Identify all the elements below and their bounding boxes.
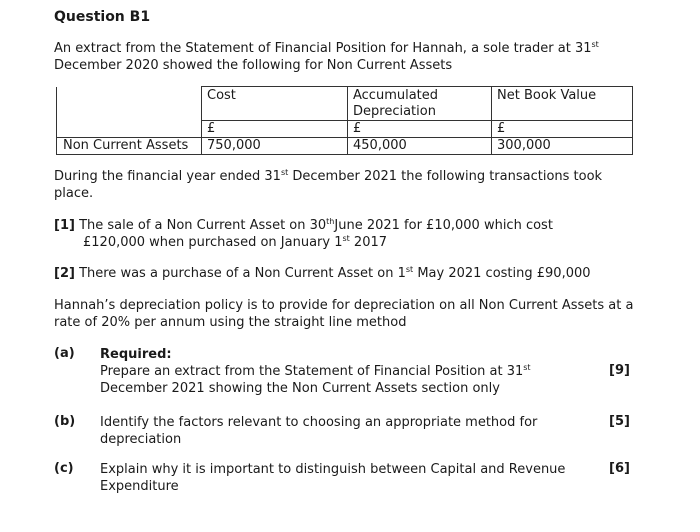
header-empty-cell bbox=[57, 87, 202, 121]
question-a bbox=[54, 346, 654, 396]
currency-nbv: £ bbox=[492, 121, 633, 138]
table-currency-row bbox=[57, 121, 633, 138]
question-a-body bbox=[100, 346, 580, 397]
during-paragraph bbox=[54, 168, 624, 202]
question-b-marks: [5] bbox=[609, 414, 630, 429]
transaction-2-sup: st bbox=[405, 265, 414, 274]
question-c-marks: [6] bbox=[609, 461, 630, 476]
question-b bbox=[54, 414, 654, 450]
question-c-text: Explain why it is important to distinguish between Capital and Revenue Expenditure bbox=[100, 462, 566, 494]
transaction-1-text-a: The sale of a Non Current Asset on 30 bbox=[74, 218, 327, 233]
question-c-label: (c) bbox=[54, 461, 74, 476]
transaction-1-text-d: 2017 bbox=[349, 235, 388, 250]
transaction-1-sup-2: st bbox=[342, 234, 350, 243]
non-current-assets-table bbox=[56, 86, 633, 155]
transaction-1-sup-1: th bbox=[326, 217, 335, 226]
during-text-2: December 2021 the following transactions took place. bbox=[54, 169, 603, 201]
question-a-marks: [9] bbox=[609, 363, 630, 378]
table-row bbox=[57, 138, 633, 155]
intro-text-1: An extract from the Statement of Financial Position for Hannah, a sole trader at 31 bbox=[54, 41, 592, 56]
during-text-1: During the financial year ended 31 bbox=[54, 169, 281, 184]
header-net-book-value: Net Book Value bbox=[492, 87, 633, 121]
header-accumulated-depreciation: Accumulated Depreciation bbox=[348, 87, 492, 121]
row-depreciation-value: 450,000 bbox=[348, 138, 492, 155]
policy-paragraph: Hannah’s depreciation policy is to provide for depreciation on all Non Current Assets at a rate of 20% per annum using the straight line method bbox=[54, 298, 634, 330]
transaction-2-text-a: There was a purchase of a Non Current Asset on 1 bbox=[74, 266, 406, 281]
currency-depreciation: £ bbox=[348, 121, 492, 138]
question-a-text-2: December 2021 showing the Non Current Assets section only bbox=[100, 381, 500, 396]
question-a-sup: st bbox=[523, 363, 531, 372]
currency-cost: £ bbox=[202, 121, 348, 138]
transaction-2-text-b: May 2021 costing £90,000 bbox=[413, 266, 591, 281]
question-c bbox=[54, 461, 654, 497]
question-a-required: Required: bbox=[100, 347, 172, 362]
intro-sup: st bbox=[591, 40, 599, 49]
transaction-1-text-c: £120,000 when purchased on January 1 bbox=[83, 235, 343, 250]
currency-empty-cell bbox=[57, 121, 202, 138]
question-b-text: Identify the factors relevant to choosing an appropriate method for depreciation bbox=[100, 415, 538, 447]
transaction-1-text-b: June 2021 for £10,000 which cost bbox=[334, 218, 553, 233]
row-label: Non Current Assets bbox=[57, 138, 202, 155]
header-cost: Cost bbox=[202, 87, 348, 121]
row-nbv-value: 300,000 bbox=[492, 138, 633, 155]
intro-text-2: December 2020 showed the following for Non Current Assets bbox=[54, 58, 453, 73]
during-sup: st bbox=[280, 168, 289, 177]
question-b-label: (b) bbox=[54, 414, 76, 429]
transaction-2 bbox=[54, 265, 654, 282]
intro-paragraph bbox=[54, 40, 654, 74]
transaction-2-number: [2] bbox=[54, 266, 75, 281]
table-header-row bbox=[57, 87, 633, 121]
transaction-1 bbox=[54, 217, 654, 251]
row-cost-value: 750,000 bbox=[202, 138, 348, 155]
question-title: Question B1 bbox=[54, 9, 151, 25]
question-a-text-1: Prepare an extract from the Statement of Financial Position at 31 bbox=[100, 364, 524, 379]
transaction-1-number: [1] bbox=[54, 218, 75, 233]
question-a-label: (a) bbox=[54, 346, 75, 361]
